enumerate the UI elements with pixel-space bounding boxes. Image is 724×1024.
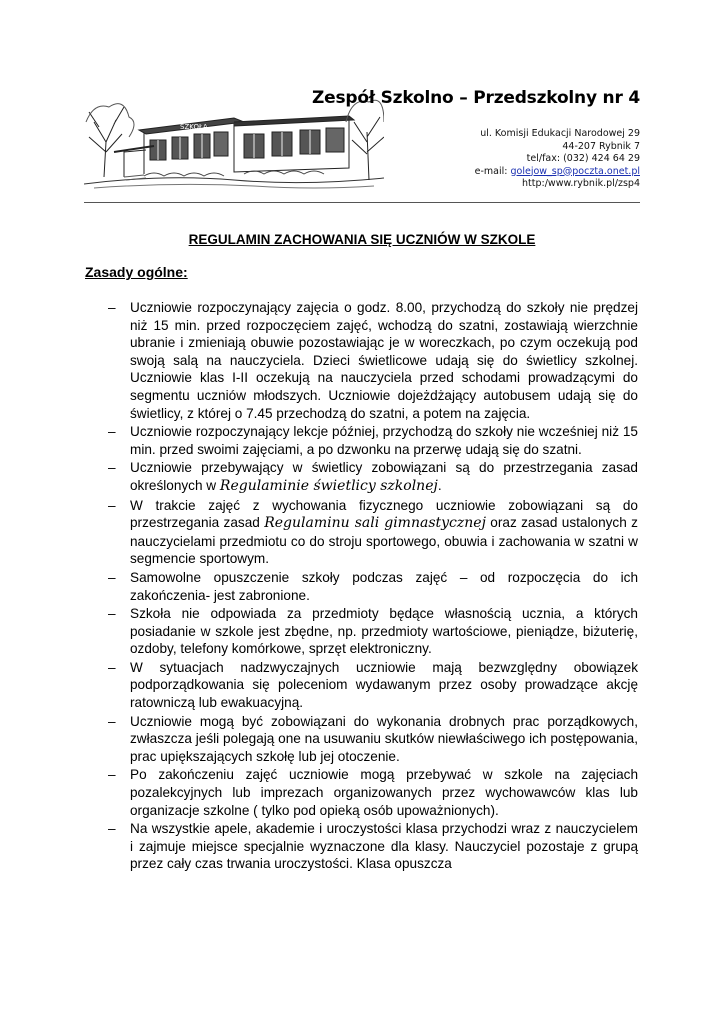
rule-text: Uczniowie przebywający w świetlicy zobowiązani są do przestrzegania zasad określonych w [130, 460, 638, 493]
list-item [85, 423, 638, 458]
rule-text: W trakcie zajęć z wychowania fizycznego uczniowie zobowiązani są do przestrzegania zasad [130, 497, 638, 531]
rule-text: Uczniowie mogą być zobowiązani do wykonania drobnych prac porządkowych, zwłaszcza jeśli polegają one na usuwaniu skutków niewłaściwego ich postępowania, prac upiększających szkołę lub jej otoczenie. [130, 713, 638, 764]
bullet-dash: – [108, 300, 116, 315]
rule-text: Na wszystkie apele, akademie i uroczystości klasa przychodzi wraz z nauczycielem i zajmuje miejsce specjalnie wyznaczone dla klasy. Nauczyciel pozostaje z grupą przez cały czas trwania uroczystości. Klasa opuszcza [130, 821, 638, 872]
rule-text-end: . [437, 477, 442, 493]
list-item [85, 605, 638, 658]
rule-emphasis: Regulaminu sali gimnastycznej [264, 515, 486, 532]
school-address-block [475, 128, 640, 191]
section-heading: Zasady ogólne: [85, 264, 188, 280]
bullet-dash: – [108, 767, 116, 783]
address-street: ul. Komisji Edukacji Narodowej 29 [480, 128, 640, 139]
bullet-dash: – [108, 659, 116, 675]
bullet-dash: – [108, 497, 116, 513]
list-item [85, 713, 638, 766]
rule-text-end: oraz zasad ustalonych z nauczycielami przedmiotu co do stroju sportowego, obuwia i zachowania w szatni w segmencie sportowym. [130, 515, 638, 567]
list-item [85, 820, 638, 873]
rule-text: Uczniowie rozpoczynający lekcje później, przychodzą do szkoły nie wcześniej niż 15 min. przed swoimi zajęciami, a po dzwonku na przerwę udają się do szatni. [130, 424, 638, 457]
email-link[interactable]: golejow_sp@poczta.onet.pl [510, 165, 640, 177]
list-item [85, 299, 638, 422]
school-name: Zespół Szkolno – Przedszkolny nr 4 [311, 88, 640, 108]
rule-text: Samowolne opuszczenie szkoły podczas zajęć – od rozpoczęcia do ich zakończenia- jest zabronione. [130, 569, 638, 603]
list-item [85, 569, 638, 604]
bullet-dash: – [108, 606, 116, 622]
list-item [85, 497, 638, 568]
bullet-dash: – [108, 569, 116, 585]
list-item [85, 459, 638, 495]
header-divider [84, 202, 640, 203]
phone-number: tel/fax: (032) 424 64 29 [526, 153, 640, 164]
bullet-dash: – [108, 424, 116, 440]
building-sign-text: SZKOŁA [180, 123, 208, 131]
list-item [85, 766, 638, 819]
email-label: e-mail: [474, 165, 511, 177]
bullet-dash: – [108, 713, 116, 729]
bullet-dash: – [108, 460, 116, 476]
email-line [475, 166, 640, 179]
rule-text: Uczniowie rozpoczynający zajęcia o godz. 8.00, przychodzą do szkoły nie prędzej niż 15 min. przed rozpoczęciem zajęć, wchodzą do szatni, zostawiają wierzchnie ubranie i zmieniają obuwie pozostawiając je w woreczkach, po czym oczekują pod swoją salą na nauczyciela. Dzieci świetlicowe udają się do świetlicy szkolnej. Uczniowie klas I-II oczekują na nauczyciela przed schodami prowadzącymi do segmentu uczniów młodszych. Uczniowie dojeżdżający autobusem udają się do świetlicy, z której o 7.45 przechodzą do szatni, a potem na zajęcia. [130, 300, 638, 421]
document-title: REGULAMIN ZACHOWANIA SIĘ UCZNIÓW W SZKOLE [188, 232, 536, 247]
bullet-dash: – [108, 821, 116, 837]
rule-text: W sytuacjach nadzwyczajnych uczniowie mają bezwzględny obowiązek podporządkowania się poleceniom wydawanym przez osoby prowadzące akcję ratowniczą lub ewakuacyjną. [130, 659, 638, 711]
address-postal: 44-207 Rybnik 7 [562, 140, 640, 152]
rule-text: Szkoła nie odpowiada za przedmioty będące własnością ucznia, a których posiadanie w szkole jest zbędne, np. przedmioty wartościowe, pieniądze, biżuterię, ozdoby, telefony komórkowe, sprzęt elektroniczny. [130, 606, 638, 657]
list-item [85, 659, 638, 712]
website-url: http:/www.rybnik.pl/zsp4 [522, 178, 640, 189]
rules-list [85, 299, 638, 874]
rule-text: Po zakończeniu zajęć uczniowie mogą przebywać w szkole na zajęciach pozalekcyjnych lub imprezach organizowanych przez wychowawców klas lub organizacje szkolne ( tylko pod opieką osób upoważnionych). [130, 767, 638, 818]
rule-emphasis: Regulaminie świetlicy szkolnej [219, 477, 438, 494]
